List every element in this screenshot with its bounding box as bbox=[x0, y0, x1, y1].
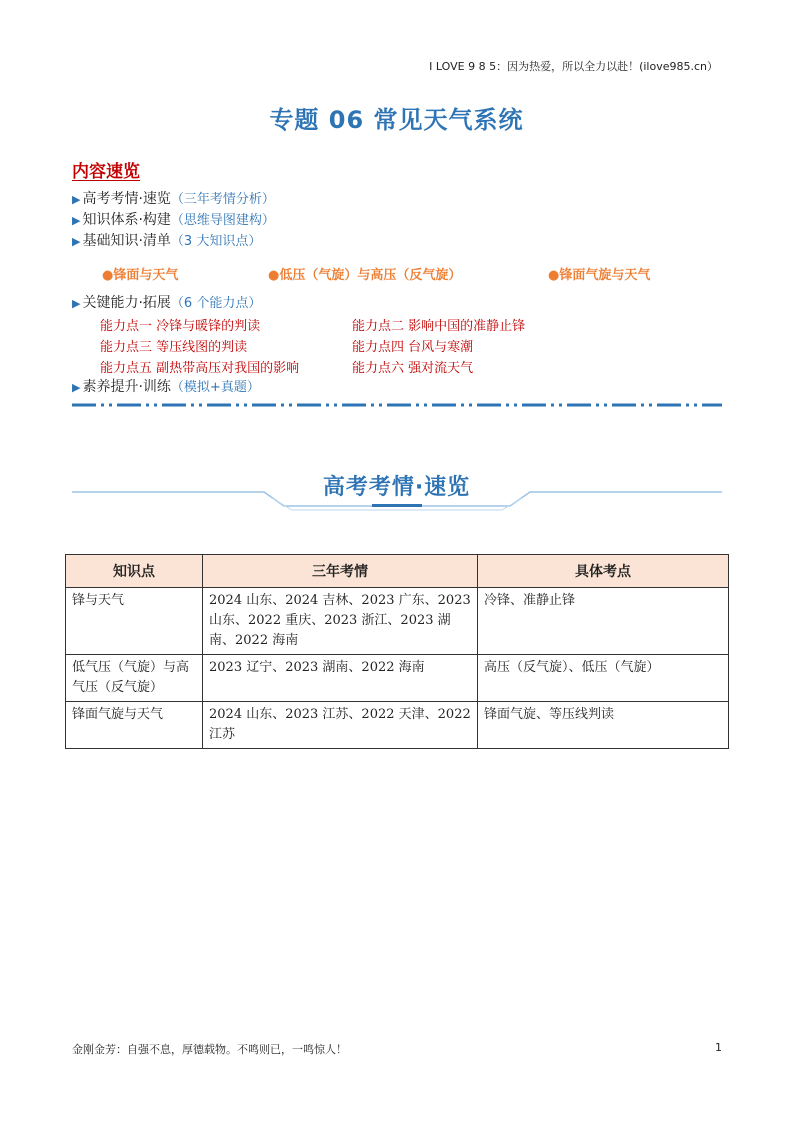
table-cell: 锋与天气 bbox=[66, 588, 203, 655]
overview-item-sub: （6 个能力点） bbox=[170, 296, 262, 311]
overview-item-sub: （3 大知识点） bbox=[170, 234, 262, 249]
overview-item-system[interactable] bbox=[72, 209, 275, 229]
table-cell: 高压（反气旋）、低压（气旋） bbox=[478, 655, 729, 702]
overview-item-sub: （三年考情分析） bbox=[170, 192, 275, 207]
table-cell: 2024 山东、2024 吉林、2023 广东、2023 山东、2022 重庆、2023 浙江、2023 湖南、2022 海南 bbox=[203, 588, 478, 655]
page-title: 专题 06 常见天气系统 bbox=[269, 106, 524, 134]
overview-item-label: 高考考情·速览 bbox=[82, 191, 171, 207]
column-header-knowledge: 知识点 bbox=[66, 555, 203, 588]
overview-item-label: 基础知识·清单 bbox=[82, 233, 171, 249]
table-cell: 2023 辽宁、2023 湖南、2022 海南 bbox=[203, 655, 478, 702]
exam-analysis-table bbox=[65, 554, 729, 749]
table-row bbox=[66, 588, 729, 655]
table-cell: 锋面气旋与天气 bbox=[66, 702, 203, 749]
ability-4: 能力点四 台风与寒潮 bbox=[352, 340, 474, 355]
header-slogan: I LOVE 9 8 5：因为热爱，所以全力以赴！(ilove985.cn） bbox=[429, 60, 718, 73]
ability-3: 能力点三 等压线图的判读 bbox=[100, 340, 248, 355]
ability-6: 能力点六 强对流天气 bbox=[352, 361, 474, 376]
triangle-bullet-icon: ▶ bbox=[72, 381, 81, 394]
overview-item-label: 知识体系·构建 bbox=[82, 212, 171, 228]
dashed-divider bbox=[72, 403, 722, 407]
table-cell: 冷锋、准静止锋 bbox=[478, 588, 729, 655]
triangle-bullet-icon: ▶ bbox=[72, 214, 81, 227]
table-header-row bbox=[66, 555, 729, 588]
table-cell: 低气压（气旋）与高气压（反气旋） bbox=[66, 655, 203, 702]
overview-item-exam[interactable] bbox=[72, 188, 275, 208]
table-row bbox=[66, 702, 729, 749]
table-row bbox=[66, 655, 729, 702]
table-cell: 锋面气旋、等压线判读 bbox=[478, 702, 729, 749]
ability-2: 能力点二 影响中国的准静止锋 bbox=[352, 319, 526, 334]
triangle-bullet-icon: ▶ bbox=[72, 297, 81, 310]
table-cell: 2024 山东、2023 江苏、2022 天津、2022 江苏 bbox=[203, 702, 478, 749]
overview-item-sub: （思维导图建构） bbox=[170, 213, 275, 228]
overview-item-basics[interactable] bbox=[72, 230, 261, 250]
triangle-bullet-icon: ▶ bbox=[72, 193, 81, 206]
column-header-exams: 三年考情 bbox=[203, 555, 478, 588]
ability-1: 能力点一 冷锋与暖锋的判读 bbox=[100, 319, 261, 334]
overview-heading: 内容速览 bbox=[72, 162, 140, 182]
ability-5: 能力点五 副热带高压对我国的影响 bbox=[100, 361, 300, 376]
footer-motto: 金刚金芳：自强不息，厚德载物。不鸣则已，一鸣惊人！ bbox=[72, 1043, 347, 1056]
page-number: 1 bbox=[715, 1041, 722, 1054]
column-header-points: 具体考点 bbox=[478, 555, 729, 588]
knowledge-point-3: ●锋面气旋与天气 bbox=[548, 268, 651, 283]
section-title: 高考考情·速览 bbox=[322, 475, 471, 500]
triangle-bullet-icon: ▶ bbox=[72, 235, 81, 248]
overview-item-label: 关键能力·拓展 bbox=[82, 295, 171, 311]
knowledge-point-1: ●锋面与天气 bbox=[102, 268, 179, 283]
overview-item-label: 素养提升·训练 bbox=[82, 379, 171, 395]
overview-item-abilities[interactable] bbox=[72, 292, 261, 312]
overview-item-sub: （模拟+真题） bbox=[170, 380, 260, 395]
overview-item-training[interactable] bbox=[72, 376, 260, 396]
knowledge-point-2: ●低压（气旋）与高压（反气旋） bbox=[268, 268, 462, 283]
